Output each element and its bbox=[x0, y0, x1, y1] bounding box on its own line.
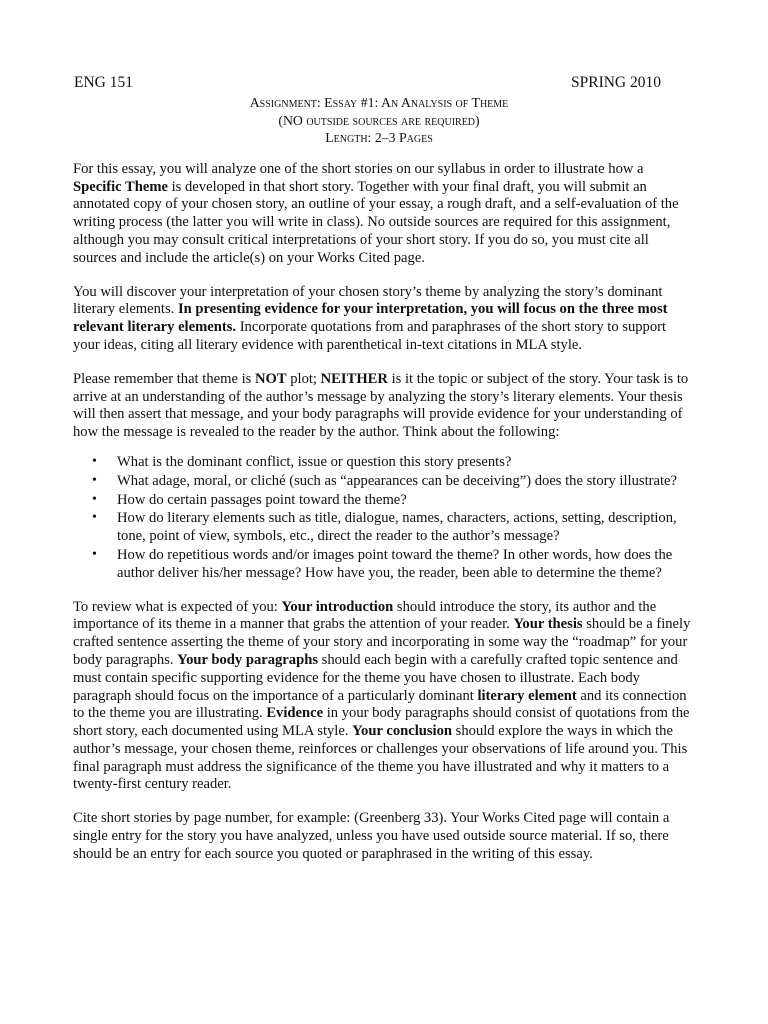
question-text: How do certain passages point toward the theme? bbox=[117, 491, 407, 508]
document-header bbox=[73, 74, 695, 94]
theme-text-3: is it the topic or subject of the story. Your task is to arrive at an understanding of the author’s message by analyzing the story’s literary elements. Your thesis will then assert that message, and your body paragraphs will provide evidence for your understanding of how the message is revealed to the reader by the author. Think about the following: bbox=[73, 370, 689, 441]
assignment-title-block bbox=[73, 94, 685, 147]
theme-bold-not: NOT bbox=[254, 370, 287, 387]
expectations-bold-body-paragraphs: Your body paragraphs bbox=[177, 651, 318, 668]
expectations-paragraph bbox=[73, 599, 695, 795]
expectations-bold-literary-element: literary element bbox=[477, 687, 577, 704]
bullet-icon: • bbox=[92, 453, 97, 469]
theme-text-1: Please remember that theme is bbox=[73, 370, 255, 387]
theme-text-2: plot; bbox=[286, 370, 321, 387]
expectations-text-5: and its connection to the theme you are illustrating. bbox=[73, 687, 687, 722]
expectations-text-1: To review what is expected of you: bbox=[73, 598, 282, 615]
expectations-text-2: should introduce the story, its author and the importance of its theme in a manner that grabs the attention of your reader. bbox=[73, 598, 657, 633]
citation-paragraph bbox=[73, 810, 695, 863]
intro-paragraph bbox=[73, 161, 695, 268]
expectations-bold-thesis: Your thesis bbox=[513, 616, 583, 633]
assignment-sources-note: (NO outside sources are required) bbox=[278, 112, 480, 128]
document-page bbox=[73, 74, 695, 864]
list-item bbox=[73, 492, 695, 510]
list-item bbox=[73, 510, 695, 546]
list-item bbox=[73, 454, 695, 472]
intro-text-1: For this essay, you will analyze one of the short stories on our syllabus in order to illustrate how a bbox=[73, 160, 644, 177]
theme-bold-neither: NEITHER bbox=[320, 370, 388, 387]
interpretation-text-1: You will discover your interpretation of your chosen story’s theme by analyzing the story’s dominant literary elements. bbox=[73, 283, 663, 318]
question-text: What is the dominant conflict, issue or question this story presents? bbox=[117, 453, 512, 470]
course-code: ENG 151 bbox=[74, 74, 133, 91]
expectations-bold-evidence: Evidence bbox=[266, 705, 324, 722]
expectations-text-3: should be a finely crafted sentence asserting the theme of your story and incorporating in some way the “roadmap” for your body paragraphs. bbox=[73, 616, 691, 668]
question-text: What adage, moral, or cliché (such as “appearances can be deceiving”) does the story illustrate? bbox=[117, 472, 677, 489]
citation-text: Cite short stories by page number, for example: (Greenberg 33). Your Works Cited page will contain a single entry for the story you have analyzed, unless you have used outside source material. If so, there should be an entry for each source you quoted or paraphrased in the writing of this essay. bbox=[73, 810, 670, 862]
question-text: How do literary elements such as title, dialogue, names, characters, actions, setting, description, tone, point of view, symbols, etc., direct the reader to the author’s message? bbox=[117, 510, 677, 545]
expectations-text-7: should explore the ways in which the author’s message, your chosen theme, reinforces or challenges your observations of life around you. This final paragraph must address the significance of the theme you have illustrated and why it matters to a twenty-first century reader. bbox=[73, 723, 688, 793]
theme-paragraph bbox=[73, 371, 695, 442]
expectations-bold-conclusion: Your conclusion bbox=[352, 723, 453, 740]
interpretation-text-2: Incorporate quotations from and paraphrases of the short story to support your ideas, citing all literary evidence with parenthetical in-text citations in MLA style. bbox=[73, 319, 667, 353]
intro-bold-specific-theme: Specific Theme bbox=[73, 178, 168, 195]
assignment-title: Assignment: Essay #1: An Analysis of Theme bbox=[249, 95, 509, 110]
term-label: SPRING 2010 bbox=[570, 74, 661, 91]
bullet-icon: • bbox=[92, 491, 97, 507]
question-text: How do repetitious words and/or images point toward the theme? In other words, how does the author deliver his/her message? How have you, the reader, been able to determine the theme? bbox=[117, 546, 673, 581]
guiding-questions-list bbox=[73, 454, 695, 583]
list-item bbox=[73, 473, 695, 491]
assignment-length: Length: 2–3 Pages bbox=[325, 130, 433, 146]
interpretation-paragraph bbox=[73, 284, 695, 355]
bullet-icon: • bbox=[92, 510, 97, 526]
bullet-icon: • bbox=[92, 546, 97, 562]
expectations-bold-introduction: Your introduction bbox=[281, 598, 394, 615]
interpretation-bold-focus: In presenting evidence for your interpretation, you will focus on the three most relevant literary elements. bbox=[73, 301, 668, 336]
expectations-text-6: in your body paragraphs should consist of quotations from the short story, each documented using MLA style. bbox=[73, 705, 690, 740]
intro-text-2: is developed in that short story. Together with your final draft, you will submit an annotated copy of your chosen story, an outline of your essay, a rough draft, and a self-evaluation of the writing process (the latter you will write in class). No outside sources are required for this assignment, although you may consult critical interpretations of your short story. If you do so, you must cite all sources and include the article(s) on your Works Cited page. bbox=[73, 178, 679, 266]
bullet-icon: • bbox=[92, 472, 97, 488]
list-item bbox=[73, 547, 695, 583]
expectations-text-4: should each begin with a carefully crafted topic sentence and must contain specific supporting evidence for the theme you have chosen to illustrate. Each body paragraph should focus on the importance of a particularly dominant bbox=[73, 651, 678, 704]
